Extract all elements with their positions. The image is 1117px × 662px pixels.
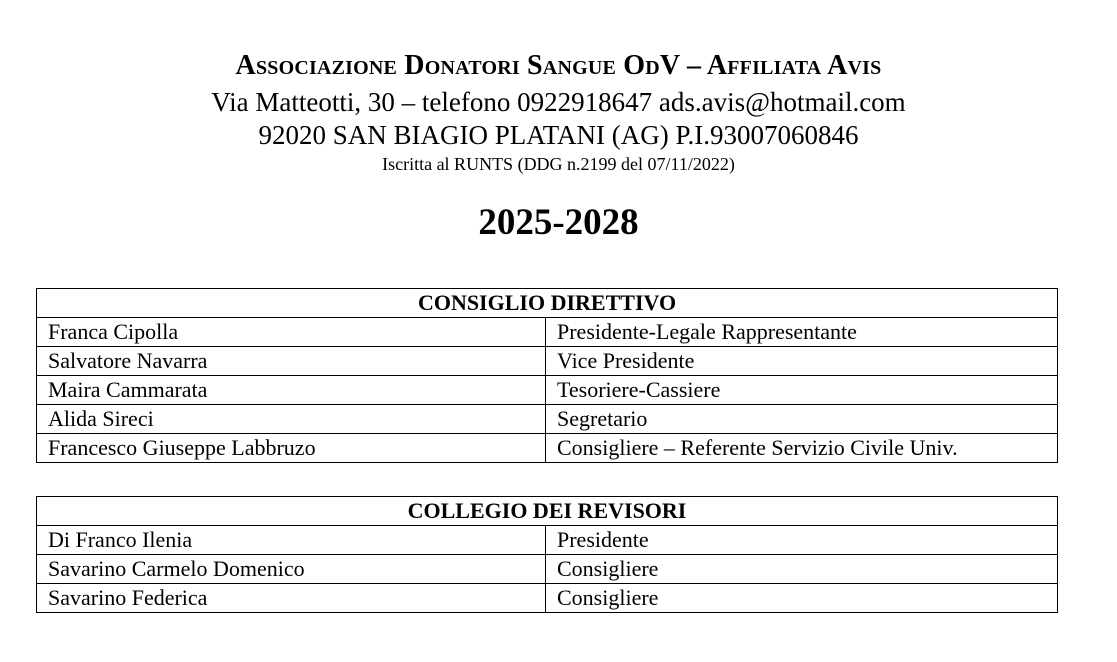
member-role: Consigliere — [546, 584, 1058, 613]
collegio-revisori-table — [36, 496, 1058, 613]
collegio-revisori-title: COLLEGIO DEI REVISORI — [37, 497, 1058, 526]
member-role: Presidente — [546, 526, 1058, 555]
table-row — [37, 555, 1058, 584]
table-header-row — [37, 497, 1058, 526]
address-line-1: Via Matteotti, 30 – telefono 0922918647 ads.avis@hotmail.com — [211, 87, 906, 117]
table-row — [37, 526, 1058, 555]
table-row — [37, 584, 1058, 613]
organization-name: Associazione Donatori Sangue OdV – Affiliata Avis — [235, 50, 882, 81]
term-years: 2025-2028 — [478, 202, 639, 243]
member-role: Presidente-Legale Rappresentante — [546, 318, 1058, 347]
table-header-row — [37, 289, 1058, 318]
member-name: Alida Sireci — [37, 405, 546, 434]
member-role: Consigliere — [546, 555, 1058, 584]
consiglio-direttivo-title: CONSIGLIO DIRETTIVO — [37, 289, 1058, 318]
table-row — [37, 376, 1058, 405]
member-role: Consigliere – Referente Servizio Civile Univ. — [546, 434, 1058, 463]
registration-note: Iscritta al RUNTS (DDG n.2199 del 07/11/2022) — [382, 154, 735, 174]
table-row — [37, 347, 1058, 376]
address-line-2: 92020 SAN BIAGIO PLATANI (AG) P.I.93007060846 — [258, 120, 859, 150]
member-role: Segretario — [546, 405, 1058, 434]
member-name: Franca Cipolla — [37, 318, 546, 347]
member-name: Francesco Giuseppe Labbruzo — [37, 434, 546, 463]
table-row — [37, 318, 1058, 347]
table-row — [37, 434, 1058, 463]
member-role: Tesoriere-Cassiere — [546, 376, 1058, 405]
member-name: Savarino Carmelo Domenico — [37, 555, 546, 584]
member-name: Maira Cammarata — [37, 376, 546, 405]
member-role: Vice Presidente — [546, 347, 1058, 376]
member-name: Savarino Federica — [37, 584, 546, 613]
member-name: Salvatore Navarra — [37, 347, 546, 376]
member-name: Di Franco Ilenia — [37, 526, 546, 555]
table-row — [37, 405, 1058, 434]
consiglio-direttivo-table — [36, 288, 1058, 463]
